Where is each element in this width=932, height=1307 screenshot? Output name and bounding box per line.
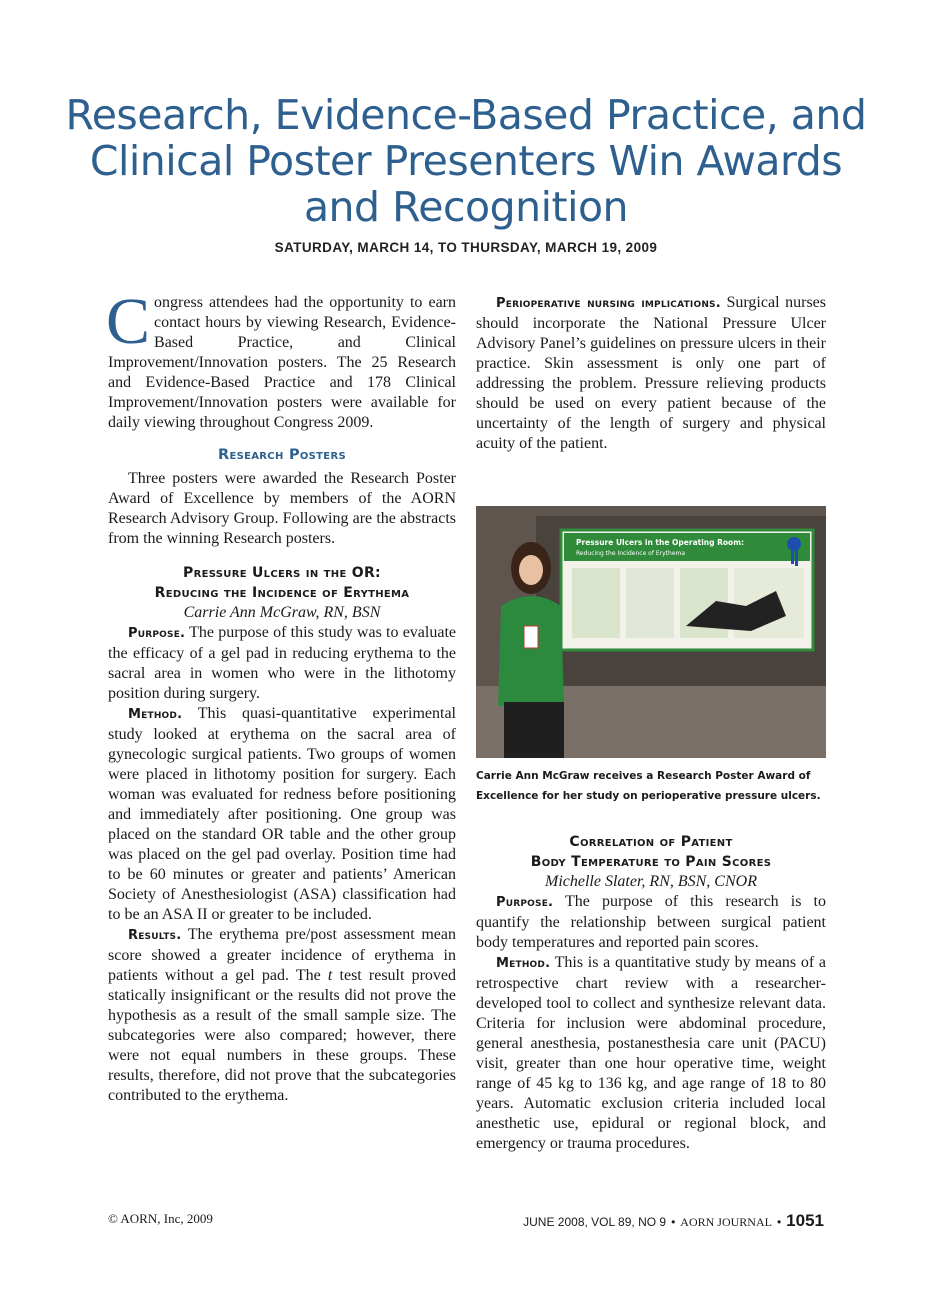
poster2-method-text: This is a quantitative study by means of a retrospective chart review with a researcher-developed tool to collect and synthesize relevant data. Criteria for inclusion were abdominal procedure, general anesthesia, postanesthesia care unit (PACU) visit, greater than one hour operative time, weight range of 45 kg to 136 kg, and age range of 18 to 80 years. Automatic exclusion criteria included local anesthetic use, epidural or regional block, and emergency or trauma procedures. [476,954,826,1152]
left-column [106,285,457,1106]
poster2-title [476,832,826,872]
poster1-method-text: This quasi-quantitative experimental study looked at erythema on the sacral area of gynecologic surgical patients. Two groups of women were placed in lithotomy position for surgery. Each woman was evaluated for redness before positioning and immediately after positioning. One group was placed on the standard OR table and the other group was placed on the gel pad overlay. Position time had to be 60 minutes or greater and patients’ American Society of Anesthesiologist (ASA) classification had to be an ASA II or greater to be included. [108,705,457,923]
poster-panel-1 [572,568,620,638]
poster-title-text-2: Reducing the Incidence of Erythema [576,550,686,557]
t-test-symbol: t [327,967,333,984]
presenter-badge [524,626,538,648]
article-dateline: SATURDAY, MARCH 14, TO THURSDAY, MARCH 19, 2009 [274,240,658,255]
award-ribbon-tail-2 [795,550,798,566]
poster-panel-2 [626,568,674,638]
implications-label: Perioperative nursing implications. [496,296,721,311]
article-title: Research, Evidence-Based Practice, and Clinical Poster Presenters Win Awards and Recognition [65,91,867,231]
award-photo [476,506,826,758]
poster1-purpose-text: The purpose of this study was to evaluate the efficacy of a gel pad in reducing erythema to the sacral area in women who were in the lithotomy position during surgery. [108,624,456,702]
footer-bullet-2: • [776,1215,782,1229]
poster2-purpose-text: The purpose of this research is to quantify the relationship between surgical patient body temperatures and reported pain scores. [476,893,826,951]
poster2-purpose [476,892,826,953]
method-label: Method. [496,956,551,971]
poster1-title-line2: Reducing the Incidence of Erythema [154,585,410,601]
intro-text: ongress attendees had the opportunity to earn contact hours by viewing Research, Evidence-Based Practice, and Clinical Improvement/Innovation posters. The 25 Research and Evidence-Based Practice and 178 Clinical Improvement/Innovation posters were available for daily viewing throughout Congress 2009. [108,294,456,431]
award-ribbon-tail-1 [791,550,794,564]
purpose-label: Purpose. [128,626,186,641]
intro-paragraph [106,285,456,433]
research-posters-heading: Research Posters [218,447,346,463]
poster1-results-text-b: test result proved statically insignificant or the results did not prove the hypothesis as a result of the small sample size. The subcategories were also compared; however, there were not equal numbers in these groups. These results, therefore, did not prove that the subcategories contributed to the erythema. [108,967,457,1104]
presenter-shirt [498,596,564,706]
poster1-author: Carrie Ann McGraw, RN, BSN [183,604,381,621]
poster1-results [108,925,456,1106]
poster1-method [108,704,456,925]
footer-issue: JUNE 2008, VOL 89, NO 9 [523,1215,667,1229]
poster1-implications-text: Surgical nurses should incorporate the National Pressure Ulcer Advisory Panel’s guidelines on pressure ulcers in their practice. Skin assessment is only one part of addressing the problem. Pressure relieving products should be used on every patient because of the uncertainty of the length of surgery and physical acuity of the patient. [476,294,826,452]
poster1-title-line1: Pressure Ulcers in the OR: [183,565,381,581]
footer-bullet-1: • [671,1215,676,1229]
results-label: Results. [128,928,182,943]
poster2-author: Michelle Slater, RN, BSN, CNOR [545,873,757,890]
method-label: Method. [128,707,183,722]
poster2-method [476,953,826,1154]
page-number: 1051 [786,1211,824,1230]
poster1-implications [476,293,826,454]
photo-caption: Carrie Ann McGraw receives a Research Poster Award of Excellence for her study on perioperative pressure ulcers. [476,770,821,802]
poster1-purpose [108,623,456,704]
right-column-upper [476,293,826,454]
award-ribbon-icon [787,537,801,551]
article-header [60,92,872,255]
award-photo-illustration [476,506,826,758]
poster2-title-line1: Correlation of Patient [569,834,733,850]
drop-cap: C [106,285,151,358]
research-posters-text: Three posters were awarded the Research Poster Award of Excellence by members of the AORN Research Advisory Group. Following are the abstracts from the winning Research posters. [108,470,456,547]
footer-copyright: © AORN, Inc, 2009 [108,1211,213,1226]
poster1-results-text-a: The erythema pre/post assessment mean score showed a greater incidence of erythema in patients without a gel pad. The [108,926,456,984]
poster2-title-line2: Body Temperature to Pain Scores [530,854,772,870]
presenter-face [519,555,543,585]
footer-journal: AORN JOURNAL [680,1215,772,1229]
purpose-label: Purpose. [496,895,554,910]
poster1-title [108,563,456,603]
poster-title-text-1: Pressure Ulcers in the Operating Room: [576,538,745,547]
right-column-lower [476,832,826,1154]
footer-issue-info [523,1211,824,1231]
presenter-pants [504,702,564,758]
